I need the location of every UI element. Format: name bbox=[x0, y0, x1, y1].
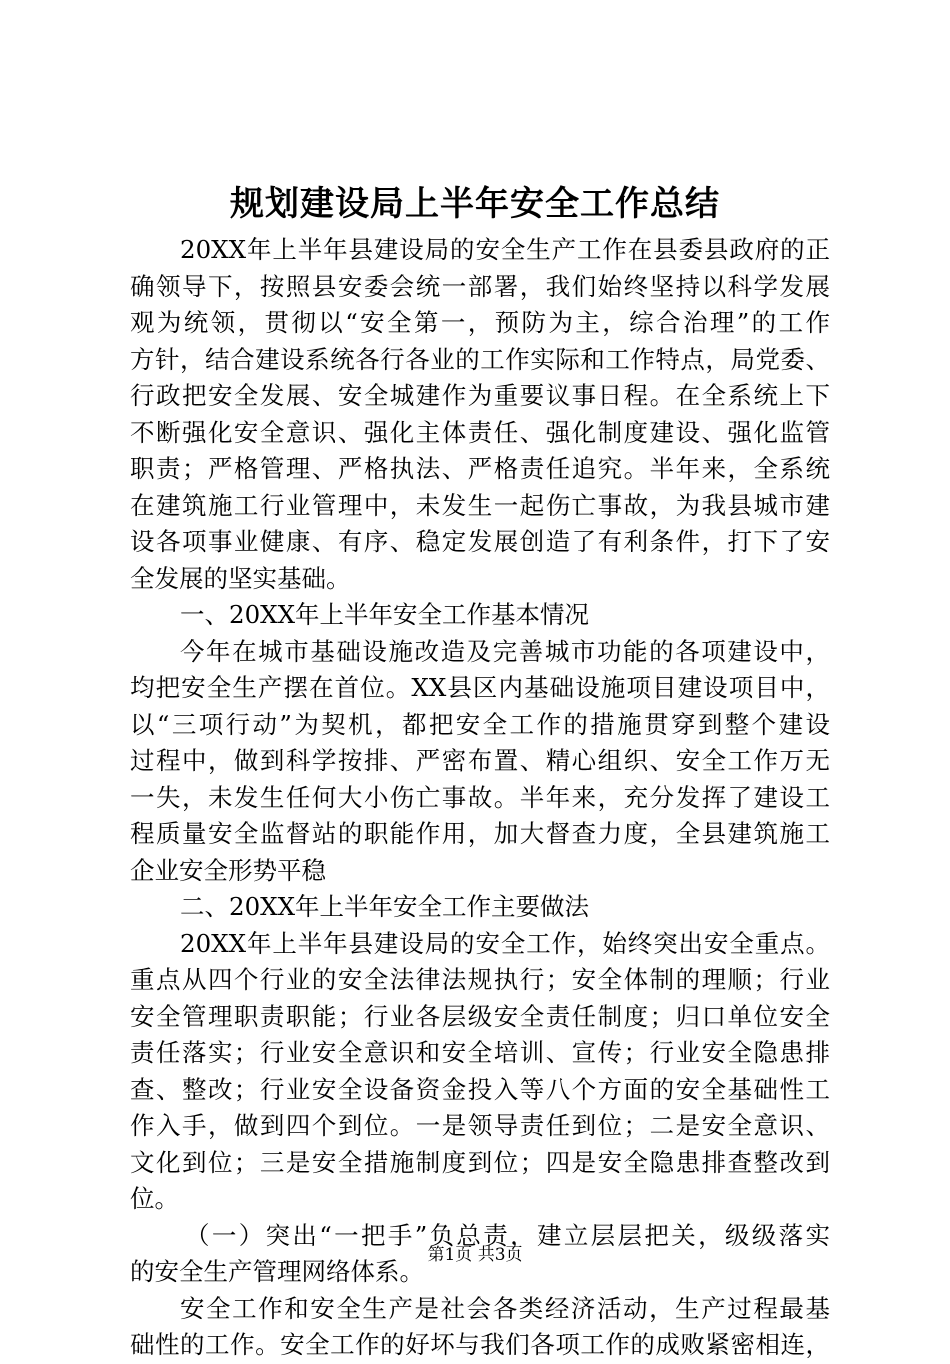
text-line: 20XX年上半年县建设局的安全工作，始终突出安全重点。 bbox=[180, 928, 830, 958]
text-line: 行政把安全发展、安全城建作为重要议事日程。在全系统上下 bbox=[130, 381, 830, 410]
page-footer: 第1页 共3页 bbox=[427, 1245, 523, 1265]
text-line: 础性的工作。安全工作的好坏与我们各项工作的成败紧密相连， bbox=[130, 1330, 830, 1359]
text-line: 的安全生产管理网络体系。 bbox=[130, 1257, 424, 1286]
text-line: 安全工作和安全生产是社会各类经济活动，生产过程最基 bbox=[180, 1293, 830, 1323]
text-line: 位。 bbox=[130, 1184, 179, 1213]
text-line: 20XX年上半年县建设局的安全生产工作在县委县政府的正 bbox=[180, 235, 830, 264]
text-line: 企业安全形势平稳 bbox=[130, 855, 326, 885]
text-line: 二、20XX年上半年安全工作主要做法 bbox=[180, 892, 590, 921]
text-line: （一）突出“一把手”负总责，建立层层把关，级级落实 bbox=[185, 1220, 830, 1250]
text-line: 不断强化安全意识、强化主体责任、强化制度建设、强化监管 bbox=[130, 417, 830, 447]
text-line: 全发展的坚实基础。 bbox=[130, 563, 351, 593]
text-line: 安全管理职责职能；行业各层级安全责任制度；归口单位安全 bbox=[130, 1001, 830, 1031]
text-line: 重点从四个行业的安全法律法规执行；安全体制的理顺；行业 bbox=[130, 965, 830, 994]
text-line: 观为统领，贯彻以“安全第一，预防为主，综合治理”的工作 bbox=[130, 308, 830, 337]
text-line: 方针，结合建设系统各行各业的工作实际和工作特点，局党委、 bbox=[130, 344, 830, 374]
text-line: 一失，未发生任何大小伤亡事故。半年来，充分发挥了建设工 bbox=[130, 782, 830, 812]
text-line: 今年在城市基础设施改造及完善城市功能的各项建设中， bbox=[180, 636, 830, 666]
text-line: 确领导下，按照县安委会统一部署，我们始终坚持以科学发展 bbox=[130, 271, 830, 301]
text-line: 以“三项行动”为契机，都把安全工作的措施贯穿到整个建设 bbox=[130, 709, 830, 739]
text-line: 作入手，做到四个到位。一是领导责任到位；二是安全意识、 bbox=[130, 1111, 830, 1140]
document-title: 规划建设局上半年安全工作总结 bbox=[230, 184, 720, 224]
text-line: 在建筑施工行业管理中，未发生一起伤亡事故，为我县城市建 bbox=[130, 490, 830, 520]
text-line: 设各项事业健康、有序、稳定发展创造了有利条件，打下了安 bbox=[130, 527, 830, 556]
text-line: 责任落实；行业安全意识和安全培训、宣传；行业安全隐患排 bbox=[130, 1038, 830, 1067]
text-line: 一、20XX年上半年安全工作基本情况 bbox=[180, 600, 590, 629]
text-line: 查、整改；行业安全设备资金投入等八个方面的安全基础性工 bbox=[130, 1074, 830, 1104]
text-line: 职责；严格管理、严格执法、严格责任追究。半年来，全系统 bbox=[130, 454, 830, 483]
text-line: 均把安全生产摆在首位。XX县区内基础设施项目建设项目中， bbox=[130, 673, 830, 702]
text-line: 文化到位；三是安全措施制度到位；四是安全隐患排查整改到 bbox=[130, 1147, 830, 1177]
text-line: 程质量安全监督站的职能作用，加大督查力度，全县建筑施工 bbox=[130, 819, 830, 848]
text-line: 过程中，做到科学按排、严密布置、精心组织、安全工作万无 bbox=[130, 746, 830, 775]
document-body bbox=[130, 232, 830, 1364]
